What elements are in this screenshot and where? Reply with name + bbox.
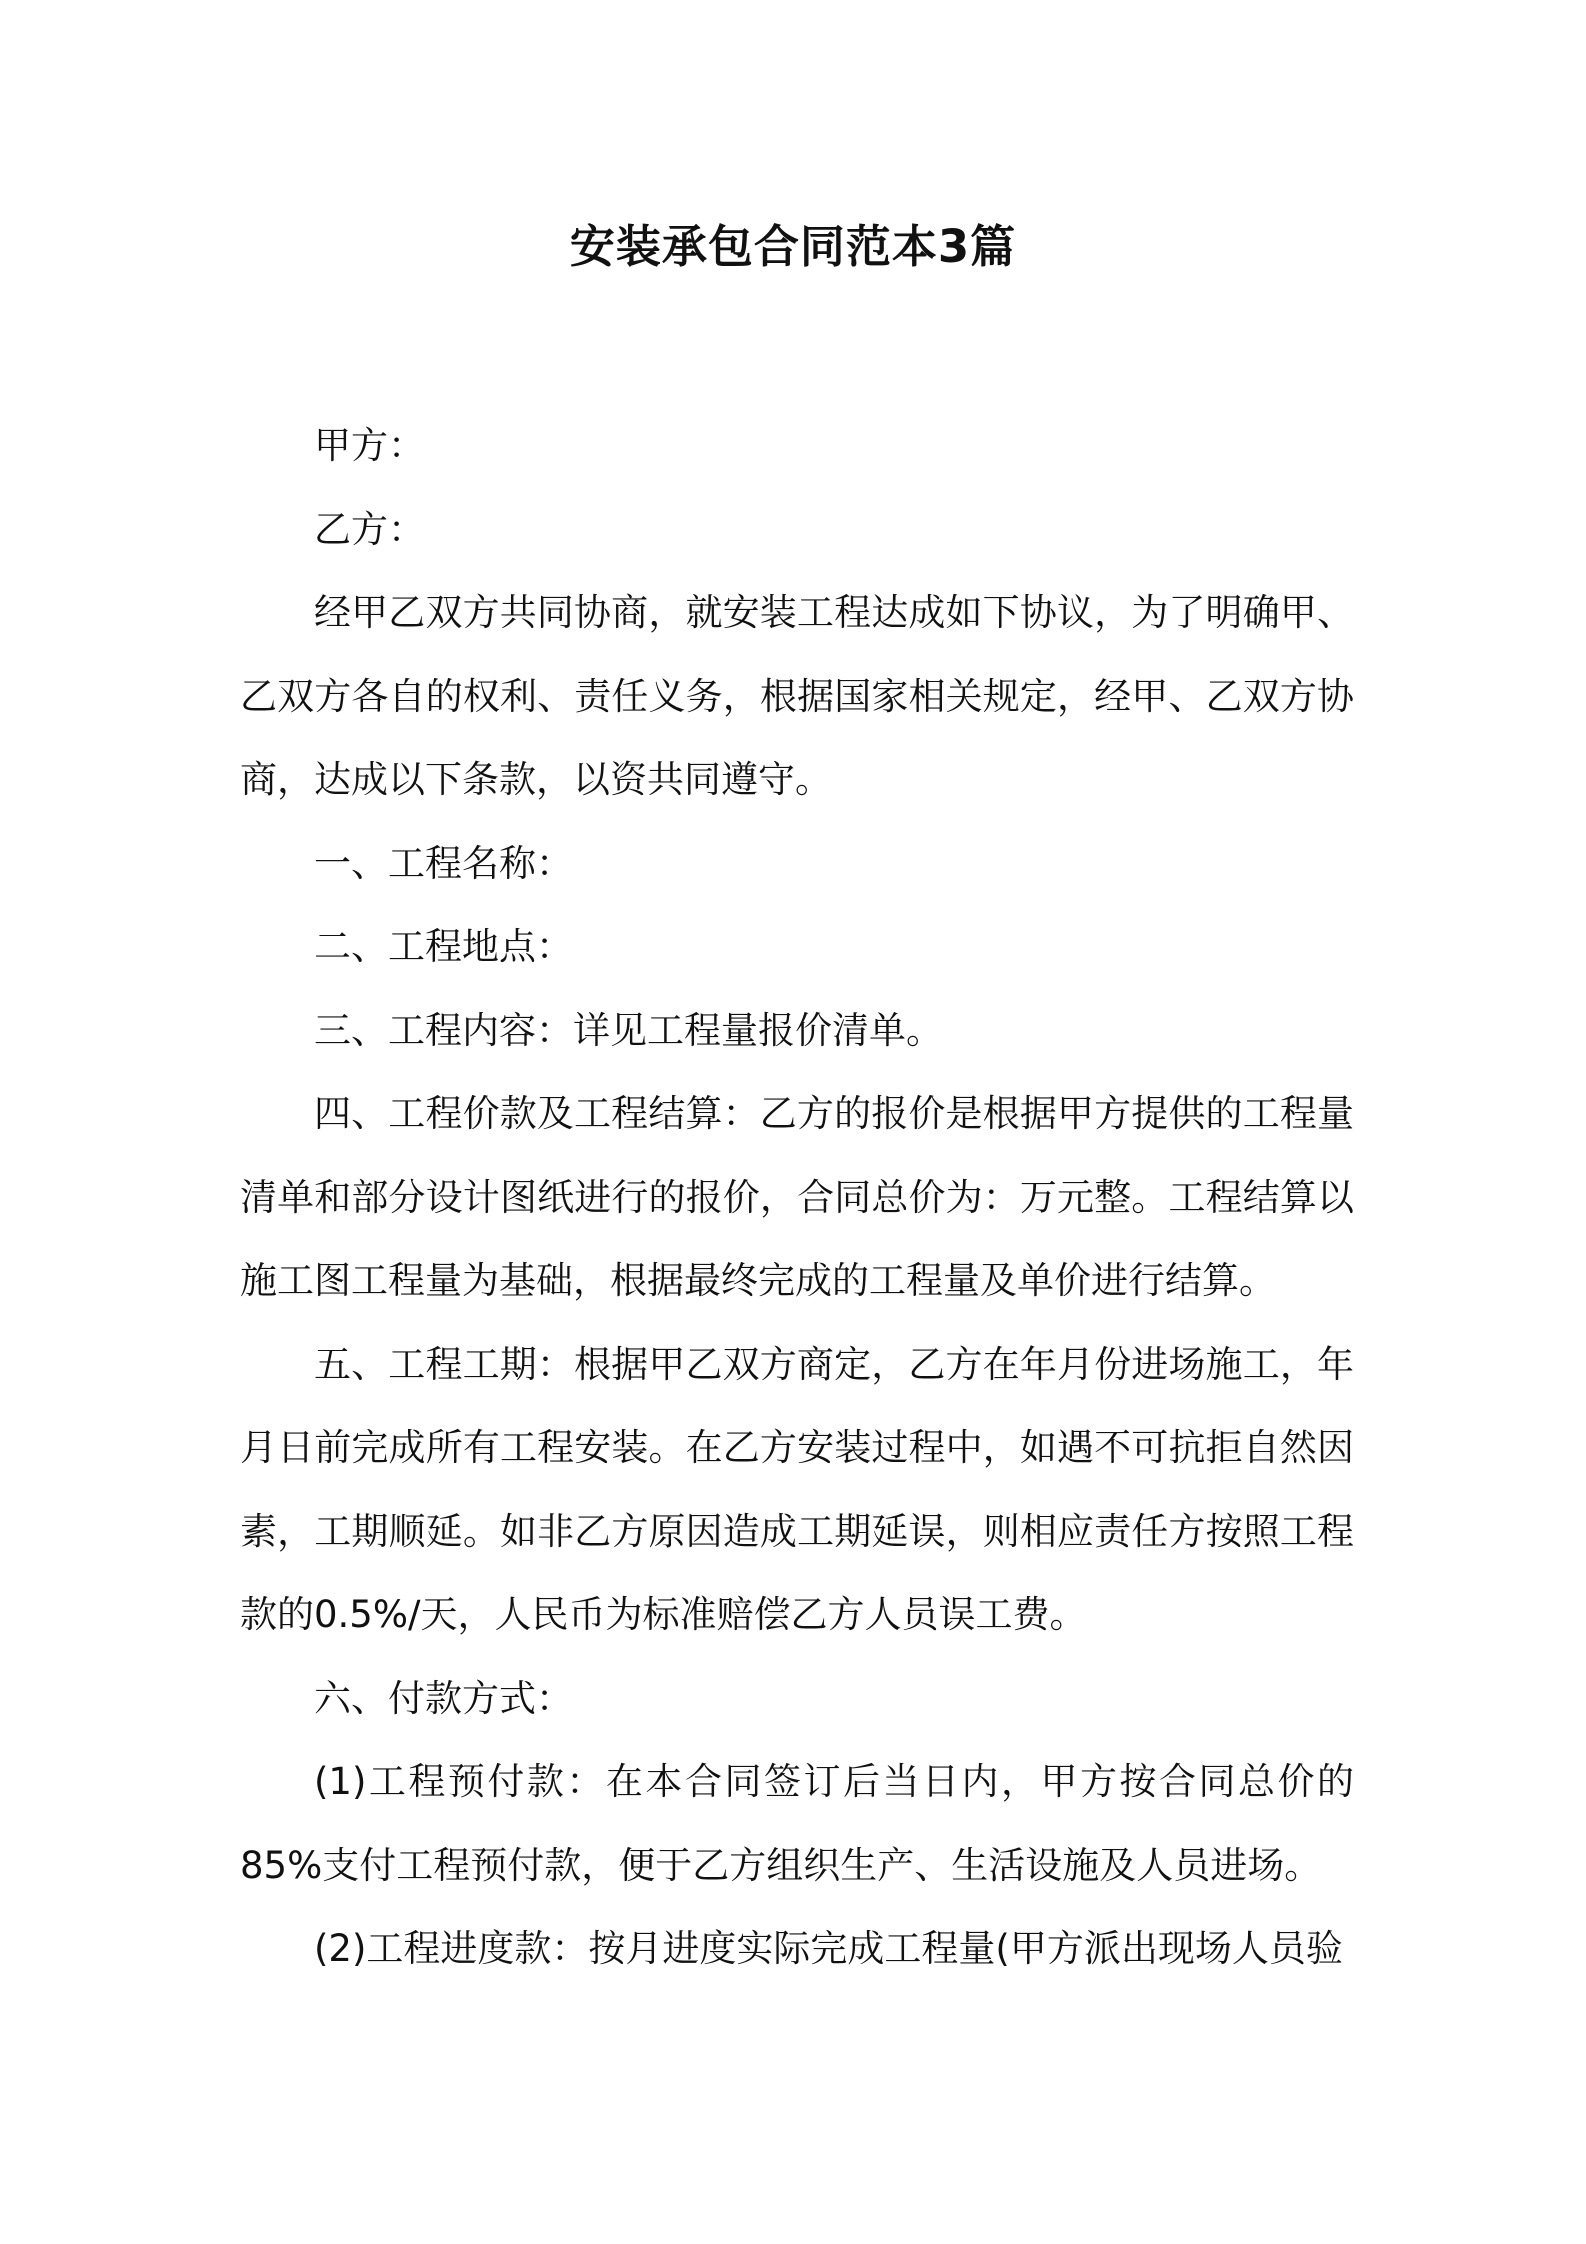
clause-project-name: 一、工程名称： [314,841,573,885]
clause-project-location: 二、工程地点： [314,925,573,968]
payment-item-advance: (1)工程预付款：在本合同签订后当日内，甲方按合同总价的85%支付工程预付款，便于乙方组织生产、生活设施及人员进场。 [240,1760,1354,1887]
payment-item-progress: (2)工程进度款：按月进度实际完成工程量(甲方派出现场人员验 [314,1927,1343,1970]
clause-price-settlement: 四、工程价款及工程结算：乙方的报价是根据甲方提供的工程量清单和部分设计图纸进行的报价，合同总价为：万元整。工程结算以施工图工程量为基础，根据最终完成的工程量及单价进行结算。 [240,1092,1354,1302]
document-body [240,404,1354,1991]
preamble-paragraph: 经甲乙双方共同协商，就安装工程达成如下协议，为了明确甲、乙双方各自的权利、责任义务，根据国家相关规定，经甲、乙双方协商，达成以下条款，以资共同遵守。 [240,591,1354,801]
clause-project-content: 三、工程内容：详见工程量报价清单。 [314,1008,943,1052]
clause-schedule: 五、工程工期：根据甲乙双方商定，乙方在年月份进场施工，年月日前完成所有工程安装。在乙方安装过程中，如遇不可抗拒自然因素，工期顺延。如非乙方原因造成工期延误，则相应责任方按照工程款的0.5%/天，人民币为标准赔偿乙方人员误工费。 [240,1342,1354,1636]
clause-payment-method: 六、付款方式： [314,1676,573,1720]
party-a-line: 甲方： [314,424,425,467]
party-b-line: 乙方： [314,507,425,551]
document-title: 安装承包合同范本3篇 [569,220,1017,273]
